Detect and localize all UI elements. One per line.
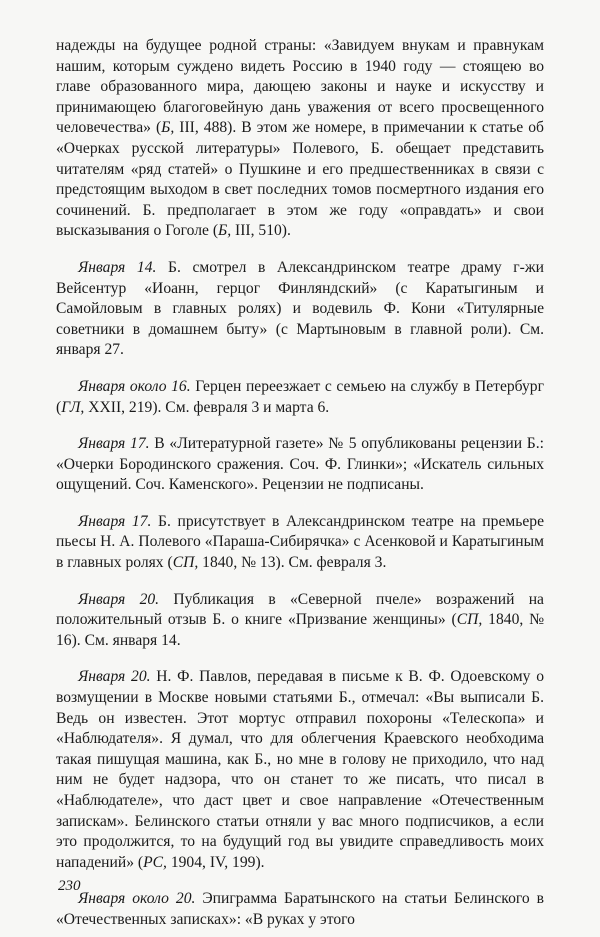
entry-text: Герцен переезжает с семьею на службу в Петербург ( xyxy=(56,377,544,416)
entry-date: Января около 16. xyxy=(78,377,191,395)
entry-text: Н. Ф. Павлов, передавая в письме к В. Ф. Одоевскому о возмущении в Москве новыми статьями Б., отмечал: «Вы выписали Б. Ведь он известен. Этот мортус отправил похороны «Телескопа» и «Наблюдателя». Я думал, что для облегчения Краевского необходима такая пишущая машина, как Б., но мне в голову не приходило, что над ним не будет надзора, что он станет то же писать, что писал в «Наблюдателе», что даст цвет и свое направление «Отечественным запискам». Белинского статьи отняли у вас много подписчиков, а если это продолжится, то на будущий год вы увидите справедливость моих нападений» ( xyxy=(56,668,544,871)
text-run: III, 488). В этом же номере, в примечании к статье об «Очерках русской литературы» Полевого, Б. обещает представить читателям «ряд статей» о Пушкине и его предшественниках в связи с предстоящим выходом в свет последних томов посмертного издания его сочинений. Б. предполагает в этом же году «оправдать» и свои высказывания о Гоголе ( xyxy=(56,119,544,240)
continued-paragraph xyxy=(56,36,544,242)
entry-text: Б. смотрел в Александринском театре драму г-жи Вейсентур «Иоанн, герцог Финляндский» (с Каратыгиным и Самойловым в главных ролях) и водевиль Ф. Кони «Титулярные советники в домашнем быту» (с Мартыновым в главной роли). См. января 27. xyxy=(56,258,544,359)
text-run: III, 510). xyxy=(231,222,291,240)
page-text xyxy=(56,36,544,931)
page-number: 230 xyxy=(58,878,81,894)
source-abbrev: Б, xyxy=(161,119,175,137)
entry-text: 1840, № 16). См. января 14. xyxy=(56,611,544,649)
entry-date: Января 17. xyxy=(78,435,150,453)
entry-date: Января 14. xyxy=(78,258,157,276)
source-abbrev: СП, xyxy=(456,611,483,629)
entry-date: Января 17. xyxy=(78,512,152,530)
entry-text: XXII, 219). См. февраля 3 и марта 6. xyxy=(84,398,330,416)
source-abbrev: РС, xyxy=(143,853,167,871)
chronicle-entry xyxy=(56,377,544,418)
entry-date: Января 20. xyxy=(78,668,151,686)
chronicle-entry xyxy=(56,512,544,574)
entry-text: Эпиграмма Баратынского на статьи Белинского в «Отечественных записках»: «В руках у этого xyxy=(56,890,544,928)
chronicle-entry xyxy=(56,258,544,361)
text-run: надежды на будущее родной страны: «Завидуем внукам и правнукам нашим, которым суждено видеть Россию в 1940 году — стоящею во главе образованного мира, дающею законы и науке и искусству и принимающею благоговейную дань уважения от всего просвещенного человечества» ( xyxy=(56,37,544,137)
chronicle-entry xyxy=(56,889,544,930)
source-abbrev: СП, xyxy=(172,554,199,572)
entry-date: Января около 20. xyxy=(78,890,196,908)
entry-text: В «Литературной газете» № 5 опубликованы рецензии Б.: «Очерки Бородинского сражения. Соч. Ф. Глинки»; «Искатель сильных ощущений. Соч. Каменского». Рецензии не подписаны. xyxy=(56,435,544,494)
source-abbrev: Б, xyxy=(218,222,232,240)
entry-text: 1904, IV, 199). xyxy=(166,853,265,871)
chronicle-entry xyxy=(56,590,544,652)
entry-text: 1840, № 13). См. февраля 3. xyxy=(198,554,387,572)
entry-date: Января 20. xyxy=(78,590,160,608)
chronicle-entry xyxy=(56,434,544,496)
entry-text: Б. присутствует в Александринском театре на премьере пьесы Н. А. Полевого «Параша-Сибирячка» с Асенковой и Каратыгиным в главных ролях ( xyxy=(56,512,544,572)
source-abbrev: ГЛ, xyxy=(61,398,85,416)
chronicle-entry xyxy=(56,667,544,873)
entry-text: Публикация в «Северной пчеле» возражений на положительный отзыв Б. о книге «Призвание женщины» ( xyxy=(56,590,544,629)
